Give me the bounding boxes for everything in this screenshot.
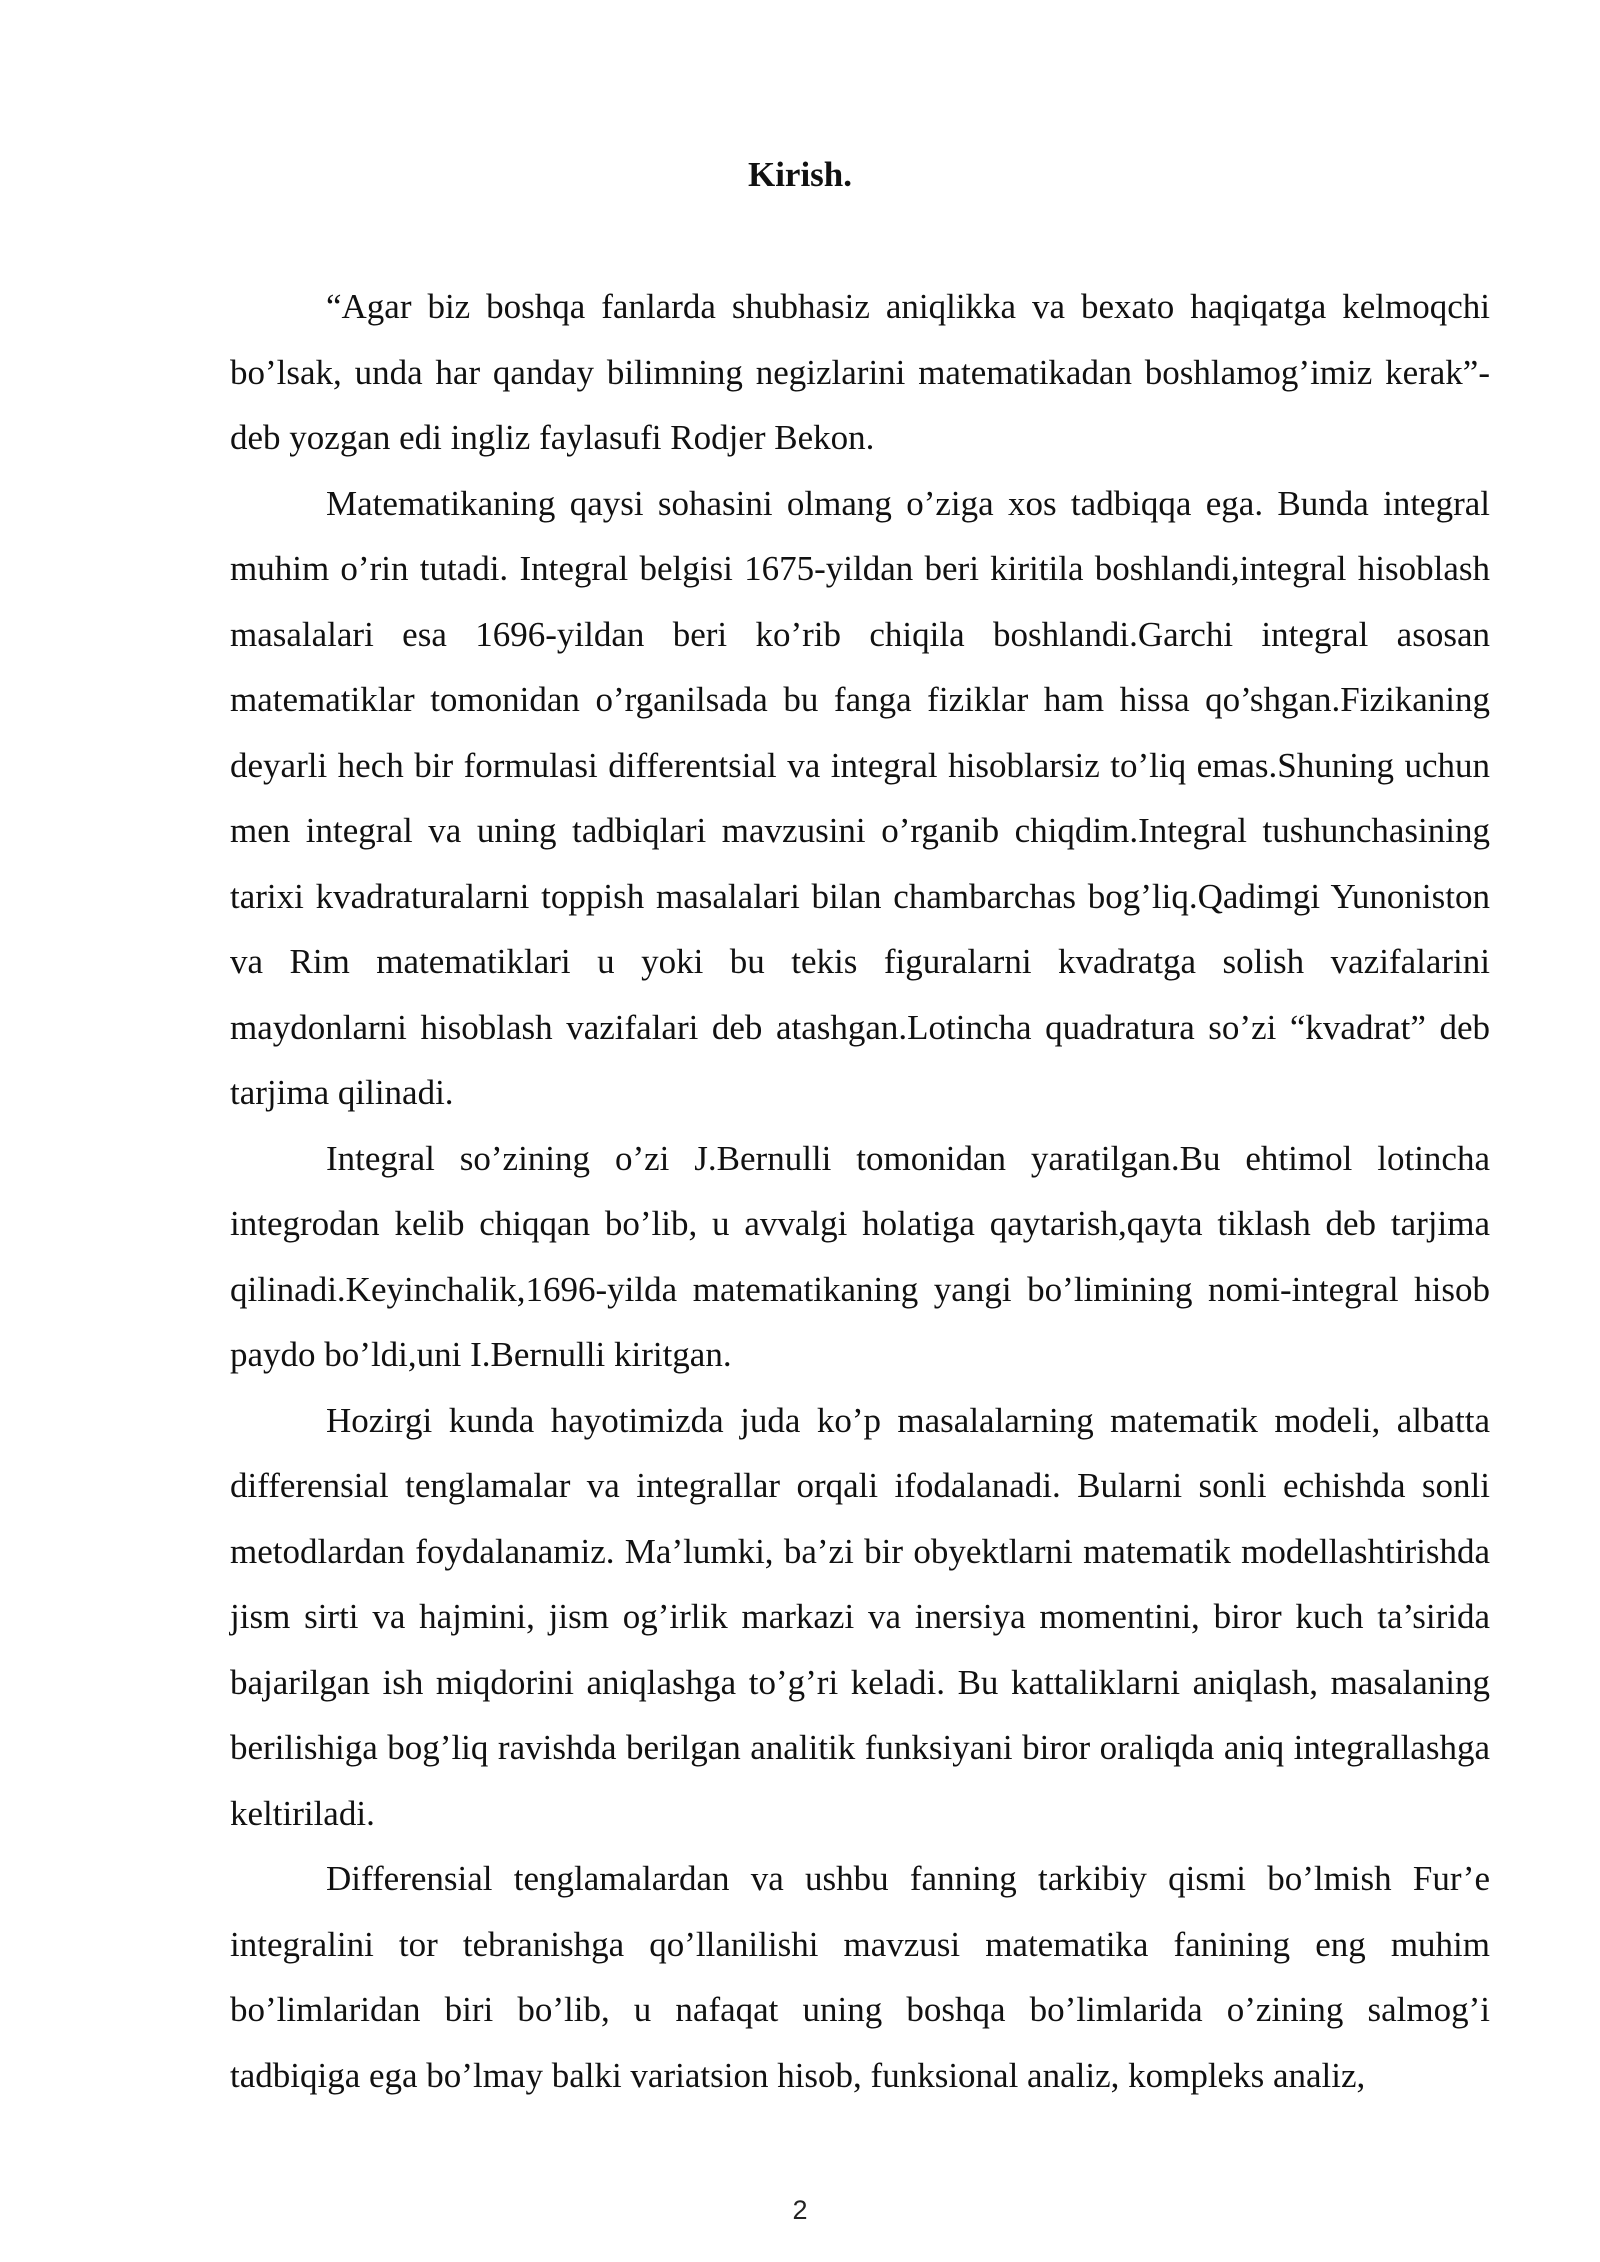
paragraph-integral-history: Matematikaning qaysi sohasini olmang o’ziga xos tadbiqqa ega. Bunda integral muhim o’rin tutadi. Integral belgisi 1675-yildan beri kiritila boshlandi,integral hisoblash masalalari esa 1696-yildan beri ko’rib chiqila boshlandi.Garchi integral asosan matematiklar tomonidan o’rganilsada bu fanga fiziklar ham hissa qo’shgan.Fizikaning deyarli hech bir formulasi differentsial va integral hisoblarsiz to’liq emas.Shuning uchun men integral va uning tadbiqlari mavzusini o’rganib chiqdim.Integral tushunchasining tarixi kvadraturalarni toppish masalalari bilan chambarchas bog’liq.Qadimgi Yunoniston va Rim matematiklari u yoki bu tekis figuralarni kvadratga solish vazifalarini maydonlarni hisoblash vazifalari deb atashgan.Lotincha quadratura so’zi “kvadrat” deb tarjima qilinadi. (230, 483, 1490, 1112)
body-text (230, 274, 1490, 2108)
paragraph-fourier-integral: Differensial tenglamalardan va ushbu fanning tarkibiy qismi bo’lmish Fur’e integralini tor tebranishga qo’llanilishi mavzusi matematika fanining eng muhim bo’limlaridan biri bo’lib, u nafaqat uning boshqa bo’limlarida o’zining salmog’i tadbiqiga ega bo’lmay balki variatsion hisob, funksional analiz, kompleks analiz, (230, 1859, 1490, 2095)
section-title: Kirish. (747, 155, 853, 194)
paragraph-quote: “Agar biz boshqa fanlarda shubhasiz aniqlikka va bexato haqiqatga kelmoqchi bo’lsak, unda har qanday bilimning negizlarini matematikadan boshlamog’imiz kerak”- deb yozgan edi ingliz faylasufi Rodjer Bekon. (230, 287, 1490, 457)
paragraph-mathematical-models: Hozirgi kunda hayotimizda juda ko’p masalalarning matematik modeli, albatta differensial tenglamalar va integrallar orqali ifodalanadi. Bularni sonli echishda sonli metodlardan foydalanamiz. Ma’lumki, ba’zi bir obyektlarni matematik modellashtirishda jism sirti va hajmini, jism og’irlik markazi va inersiya momentini, biror kuch ta’sirida bajarilgan ish miqdorini aniqlashga to’g’ri keladi. Bu kattaliklarni aniqlash, masalaning berilishiga bog’liq ravishda berilgan analitik funksiyani biror oraliqda aniq integrallashga keltiriladi. (230, 1400, 1490, 1833)
page-number: 2 (792, 2195, 808, 2225)
paragraph-integral-word-origin: Integral so’zining o’zi J.Bernulli tomonidan yaratilgan.Bu ehtimol lotincha integrodan kelib chiqqan bo’lib, u avvalgi holatiga qaytarish,qayta tiklash deb tarjima qilinadi.Keyinchalik,1696-yilda matematikaning yangi bo’limining nomi-integral hisob paydo bo’ldi,uni I.Bernulli kiritgan. (230, 1138, 1490, 1374)
